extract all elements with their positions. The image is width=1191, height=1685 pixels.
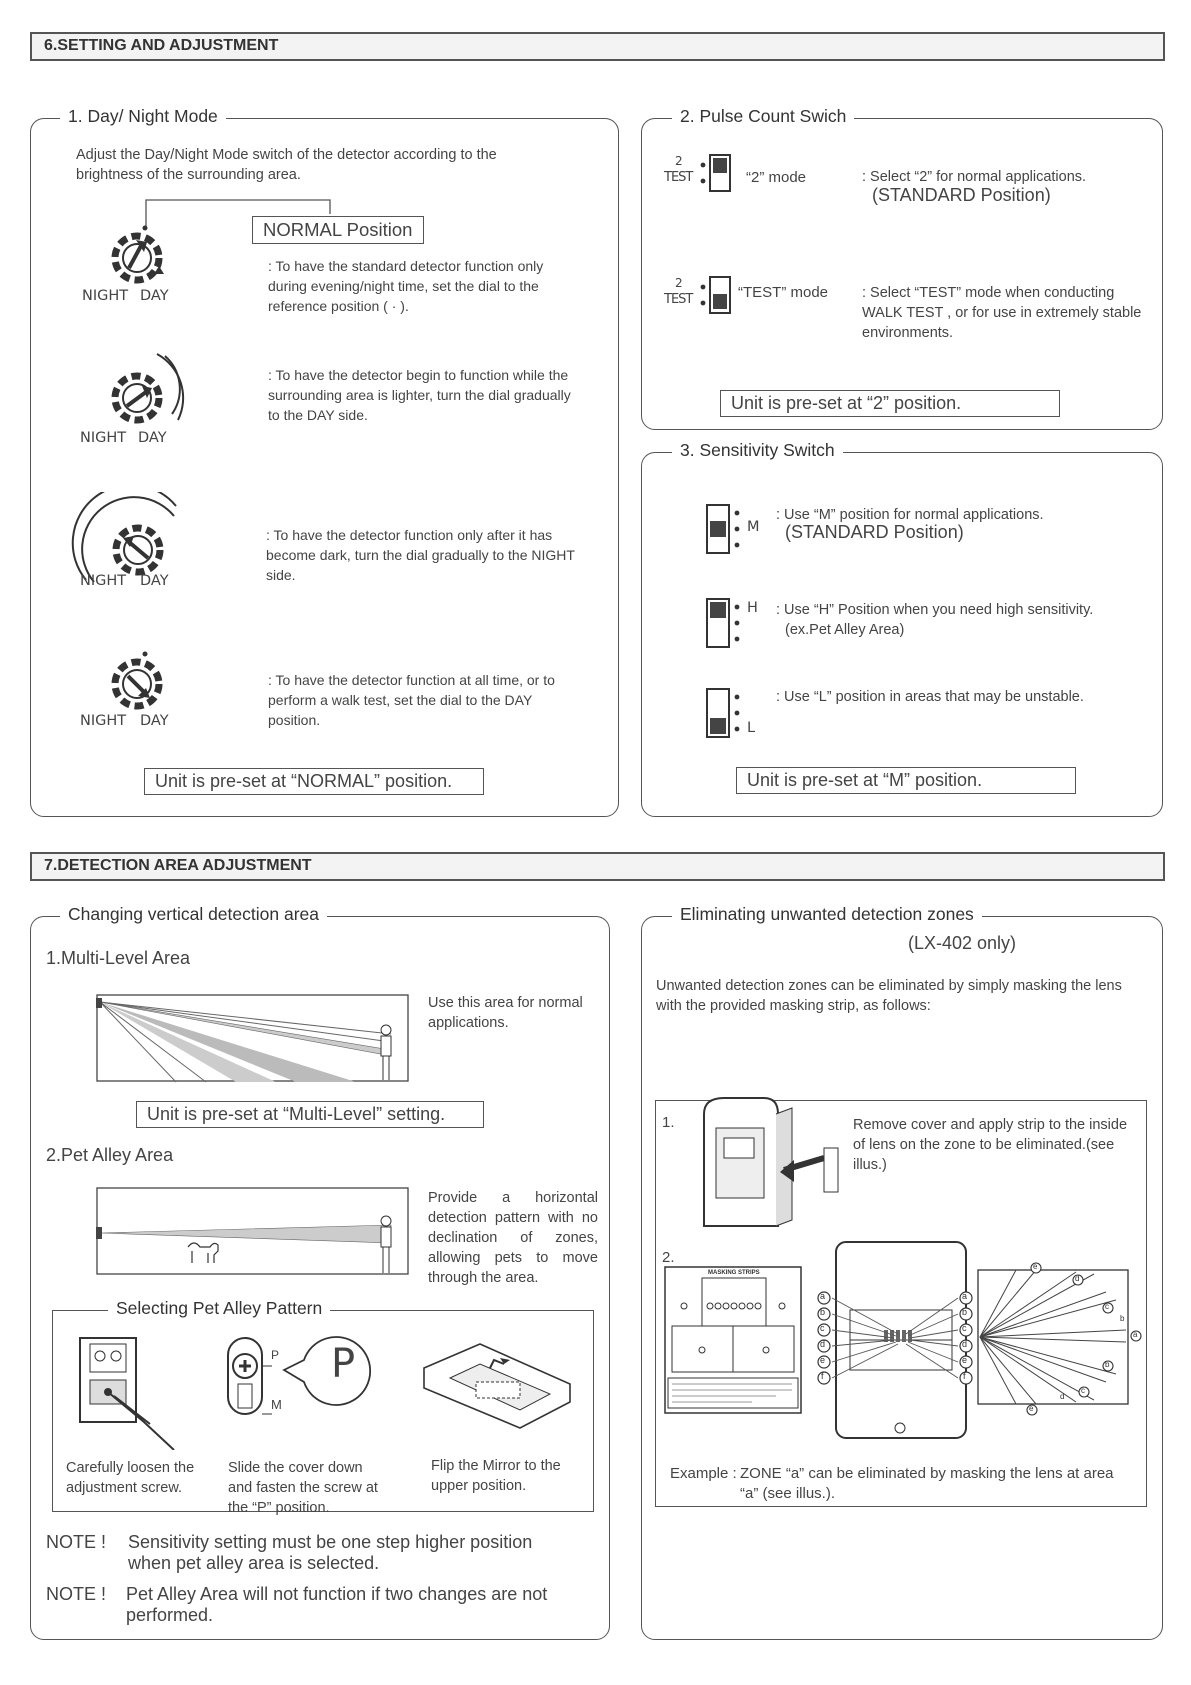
fan-label-e-bottom: e <box>1029 1404 1034 1413</box>
zone-label-d-right: d <box>962 1339 968 1349</box>
normal-position-label: NORMAL Position <box>252 216 424 244</box>
zone-label-d-left: d <box>820 1339 826 1349</box>
fan-label-c-top: c <box>1105 1302 1109 1311</box>
slide-cover-p-illustration <box>224 1326 394 1446</box>
sensitivity-h-letter: H <box>747 600 758 616</box>
sensitivity-l-letter: L <box>747 720 756 736</box>
day-night-title: 1. Day/ Night Mode <box>60 106 226 127</box>
sensitivity-switch-l-icon <box>706 688 746 740</box>
pulse-count-title: 2. Pulse Count Swich <box>672 106 854 127</box>
dial3-night-label: NIGHT <box>80 573 127 589</box>
fan-label-c-bottom: c <box>1081 1386 1085 1395</box>
zone-label-c-right: c <box>962 1323 967 1333</box>
dial-day-position-icon <box>80 648 175 723</box>
pulse-sw2-top: 2 <box>675 276 683 290</box>
multi-level-diagram <box>96 994 410 1084</box>
pet-pattern-title: Selecting Pet Alley Pattern <box>108 1298 330 1319</box>
dial2-night-label: NIGHT <box>80 430 127 446</box>
pulse-mode2-label: “2” mode <box>746 169 807 186</box>
pet-step-3: Flip the Mirror to the upper position. <box>431 1458 561 1494</box>
eliminate-step-1: Remove cover and apply strip to the inside of lens on the zone to be eliminated.(see illus.) <box>853 1117 1128 1173</box>
flip-mirror-illustration <box>420 1338 580 1438</box>
sensitivity-switch-m-icon <box>706 504 746 556</box>
day-night-preset: Unit is pre-set at “NORMAL” position. <box>144 768 484 795</box>
pulse-mode2-desc: : Select “2” for normal applications. <box>862 169 1087 185</box>
eliminate-model: (LX-402 only) <box>908 933 1017 953</box>
pulse-mode2-standard: (STANDARD Position) <box>872 185 1051 205</box>
dial4-night-label: NIGHT <box>80 713 127 729</box>
section-6-title: 6.SETTING AND ADJUSTMENT <box>44 37 279 54</box>
sensitivity-title: 3. Sensitivity Switch <box>672 440 843 461</box>
sensitivity-h-example: (ex.Pet Alley Area) <box>785 622 905 638</box>
dial2-day-label: DAY <box>138 430 167 446</box>
section-7-title: 7.DETECTION AREA ADJUSTMENT <box>44 857 312 874</box>
masking-strip-title: MASKING STRIPS <box>708 1270 760 1276</box>
eliminate-example-prefix: Example : <box>670 1465 737 1482</box>
dial3-day-label: DAY <box>140 573 169 589</box>
day-night-item-2: : To have the detector begin to function while the surrounding area is lighter, turn the dial gradually to the DAY side. <box>268 367 571 423</box>
zone-label-f-left: f <box>821 1371 824 1381</box>
sensitivity-m-standard: (STANDARD Position) <box>785 522 964 542</box>
zone-label-e-right: e <box>962 1355 968 1365</box>
eliminate-example: ZONE “a” can be eliminated by masking the lens at area “a” (see illus.). <box>740 1465 1114 1502</box>
fan-label-b-bottom: b <box>1105 1360 1110 1369</box>
sensitivity-m-letter: M <box>747 519 760 535</box>
day-night-item-1: : To have the standard detector function only during evening/night time, set the dial to the reference position ( · ). <box>268 258 544 314</box>
pet-alley-desc: Provide a horizontal detection pattern with no declination of zones, allowing pets to move through the area. <box>428 1190 598 1286</box>
zone-label-a-left: a <box>820 1291 826 1301</box>
day-night-intro: Adjust the Day/Night Mode switch of the detector according to the brightness of the surrounding area. <box>76 147 497 183</box>
pet-alley-diagram <box>96 1187 410 1277</box>
dial-day-side-icon <box>80 348 195 433</box>
pet-step-2: Slide the cover down and fasten the screw at the “P” position. <box>228 1460 378 1516</box>
zone-label-f-right: f <box>963 1371 966 1381</box>
note-1-prefix: NOTE ! <box>46 1532 107 1552</box>
vertical-area-title: Changing vertical detection area <box>60 904 327 925</box>
fan-label-e-top: e <box>1033 1262 1038 1271</box>
sensitivity-preset: Unit is pre-set at “M” position. <box>736 767 1076 794</box>
p-position-big: P <box>331 1341 356 1387</box>
day-night-item-4: : To have the detector function at all time, or to perform a walk test, set the dial to the DAY position. <box>268 672 555 728</box>
section-6-header <box>30 32 1165 61</box>
eliminate-zones-title: Eliminating unwanted detection zones <box>672 904 982 925</box>
zone-label-c-left: c <box>820 1323 825 1333</box>
pulse-test-desc: : Select “TEST” mode when conducting WALK TEST , or for use in extremely stable environments. <box>862 285 1142 341</box>
multi-level-preset: Unit is pre-set at “Multi-Level” setting. <box>136 1101 484 1128</box>
zone-label-b-right: b <box>962 1307 968 1317</box>
day-night-item-3: : To have the detector function only after it has become dark, turn the dial gradually to the NIGHT side. <box>266 527 575 583</box>
eliminate-step-1-num: 1. <box>662 1114 675 1131</box>
note-1-text: Sensitivity setting must be one step higher position when pet alley area is selected. <box>128 1532 533 1573</box>
zone-label-e-left: e <box>820 1355 826 1365</box>
adjustment-screw-illustration <box>74 1330 194 1450</box>
note-2-text: Pet Alley Area will not function if two changes are not performed. <box>126 1584 548 1625</box>
multi-level-title: 1.Multi-Level Area <box>46 948 191 968</box>
dial1-day-label: DAY <box>140 288 169 304</box>
pulse-sw1-bottom: TEST <box>664 170 693 185</box>
dial4-day-label: DAY <box>140 713 169 729</box>
p-position-small: P <box>271 1348 280 1362</box>
sensitivity-l-desc: : Use “L” position in areas that may be unstable. <box>776 689 1084 705</box>
detector-open-cover-illustration <box>694 1094 842 1234</box>
masking-strip-sheet <box>664 1266 804 1416</box>
dial1-night-label: NIGHT <box>82 288 129 304</box>
eliminate-step-2-num: 2. <box>662 1249 675 1266</box>
pulse-sw1-top: 2 <box>675 154 683 168</box>
fan-label-a: a <box>1133 1330 1138 1339</box>
fan-label-d-bottom: d <box>1060 1392 1065 1401</box>
pulse-test-label: “TEST” mode <box>738 284 829 301</box>
multi-level-desc: Use this area for normal applications. <box>428 995 583 1031</box>
sensitivity-m-desc: : Use “M” position for normal applications. <box>776 507 1044 523</box>
pet-step-1: Carefully loosen the adjustment screw. <box>66 1460 195 1496</box>
sensitivity-h-desc: : Use “H” Position when you need high sensitivity. <box>776 602 1094 618</box>
dial-normal-icon <box>80 220 175 295</box>
sensitivity-switch-h-icon <box>706 598 746 650</box>
fan-label-b-top: b <box>1120 1314 1125 1323</box>
eliminate-intro: Unwanted detection zones can be eliminated by simply masking the lens with the provided masking strip, as follows: <box>656 978 1122 1014</box>
pulse-sw2-bottom: TEST <box>664 292 693 307</box>
pulse-preset: Unit is pre-set at “2” position. <box>720 390 1060 417</box>
m-position-small: M <box>271 1397 282 1412</box>
zone-label-b-left: b <box>820 1307 826 1317</box>
note-2-prefix: NOTE ! <box>46 1584 107 1604</box>
pet-alley-title: 2.Pet Alley Area <box>46 1145 174 1165</box>
detector-zone-illustration <box>810 1240 980 1440</box>
zone-label-a-right: a <box>962 1291 968 1301</box>
section-7-header <box>30 852 1165 881</box>
fan-label-d-top: d <box>1075 1274 1080 1283</box>
